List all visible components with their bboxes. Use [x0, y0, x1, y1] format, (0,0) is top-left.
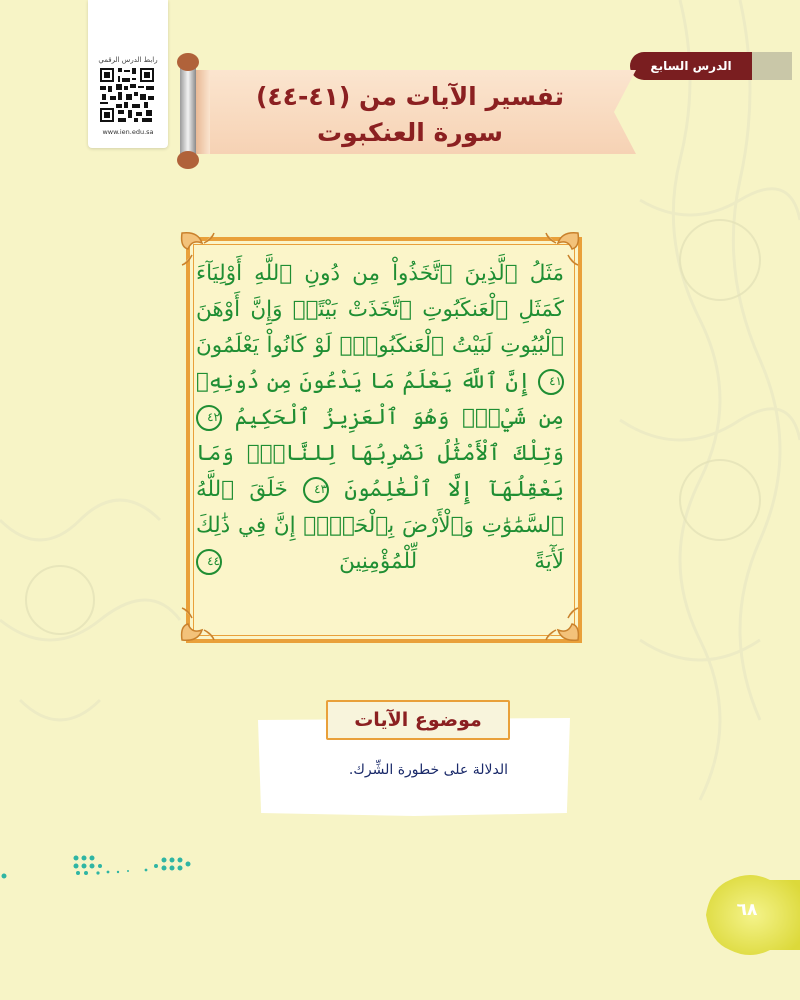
- ayah-number-42: ٤٢: [196, 405, 222, 431]
- ayah-number-41: ٤١: [538, 369, 564, 395]
- decorative-dots: [0, 850, 200, 880]
- lesson-tab-tail: [752, 52, 792, 80]
- verse-43: وَتِلْكَ ٱلْأَمْثَٰلُ نَضْرِبُهَا لِلنَّاسِۖ وَمَا يَعْقِلُهَآ إِلَّا ٱلْعَٰلِمُونَ: [196, 441, 564, 502]
- qr-url[interactable]: www.ien.edu.sa: [102, 128, 154, 136]
- scroll-rod-icon: [176, 52, 200, 170]
- qr-card[interactable]: [88, 0, 168, 148]
- verse-44: خَلَقَ ٱللَّهُ ٱلسَّمَٰوَٰتِ وَٱلْأَرْضَ بِٱلْحَقِّۚ إِنَّ فِي ذَٰلِكَ لَأٓيَةً لِّلْمُؤْمِنِينَ: [196, 477, 564, 574]
- lesson-tab: الدرس السابع: [630, 52, 752, 80]
- page-title: تفسير الآيات من (٤١-٤٤): [255, 82, 565, 111]
- ayah-number-43: ٤٣: [303, 477, 329, 503]
- quran-verses: [196, 256, 564, 616]
- verse-42: إِنَّ ٱللَّهَ يَعْلَمُ مَا يَدْعُونَ مِن دُونِهِۦ مِن شَيْءٍۚ وَهُوَ ٱلْعَزِيزُ ٱلْحَكِيمُ: [196, 369, 564, 430]
- qr-caption: رابط الدرس الرقمي: [98, 56, 158, 64]
- verse-41: مَثَلُ ٱلَّذِينَ ٱتَّخَذُواْ مِن دُونِ ٱللَّهِ أَوْلِيَآءَ كَمَثَلِ ٱلْعَنكَبُوتِ ٱتَّخَذَتْ بَيْتًاۖ وَإِنَّ أَوْهَنَ ٱلْبُيُوتِ لَبَيْتُ ٱلْعَنكَبُوتِۖ لَوْ كَانُواْ يَعْلَمُونَ: [196, 261, 564, 358]
- ayah-number-44: ٤٤: [196, 549, 222, 575]
- page-number: ٦٨: [736, 900, 758, 920]
- topic-text: الدلالة على خطورة الشِّرك.: [348, 762, 508, 778]
- topic-label: موضوع الآيات: [326, 700, 510, 740]
- page-subtitle: سورة العنكبوت: [317, 118, 503, 147]
- qr-code-icon[interactable]: [98, 66, 156, 124]
